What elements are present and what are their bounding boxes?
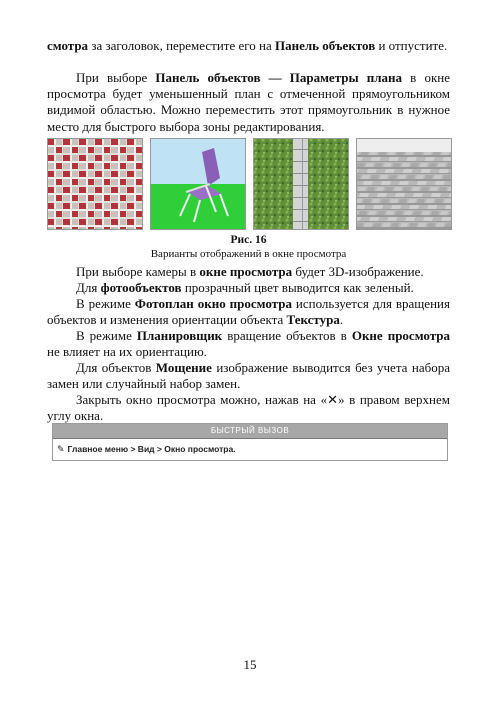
page-number: 15: [243, 657, 257, 672]
pencil-icon: ✎: [57, 444, 65, 454]
paragraph-0: смотра за заголовок, переместите его на Панель объектов и отпустите.: [47, 38, 448, 53]
figure-number: Рис. 16: [230, 234, 267, 246]
paving-preview: [356, 138, 452, 230]
quick-call-row: [53, 438, 447, 459]
quick-call-header: БЫСТРЫЙ ВЫЗОВ: [53, 424, 447, 438]
quick-call-box: [52, 423, 448, 461]
paragraph-1: При выборе Панель объектов — Параметры плана в окне просмотра будет уменьшенный план с отмеченной прямоугольником видимой областью. Можно переместить этот прямоугольник в нужное место для быстрого выбора зоны редактирования.: [47, 70, 450, 134]
paragraph-3: Для фотообъектов прозрачный цвет выводится как зеленый.: [76, 280, 414, 295]
paragraph-6: Для объектов Мощение изображение выводится без учета набора замен или случайный набор замен.: [47, 360, 450, 392]
figure-caption: Варианты отображений в окне просмотра: [150, 248, 347, 260]
chair-3d-preview: [150, 138, 246, 230]
grass-path-preview: [253, 138, 349, 230]
figure-16: [47, 138, 453, 230]
paragraph-5: В режиме Планировщик вращение объектов в Окне просмотра не влияет на их ориентацию.: [47, 328, 450, 360]
paragraph-4: В режиме Фотоплан окно просмотра используется для вращения объектов и изменения ориентации объекта Текстура.: [47, 296, 450, 328]
paragraph-7: Закрыть окно просмотра можно, нажав на «✕» в правом верхнем углу окна.: [47, 392, 450, 424]
quick-call-path: Главное меню > Вид > Окно просмотра.: [67, 444, 236, 454]
brick-pattern-preview: [47, 138, 143, 230]
paragraph-2: При выборе камеры в окне просмотра будет 3D-изображение.: [76, 264, 424, 279]
